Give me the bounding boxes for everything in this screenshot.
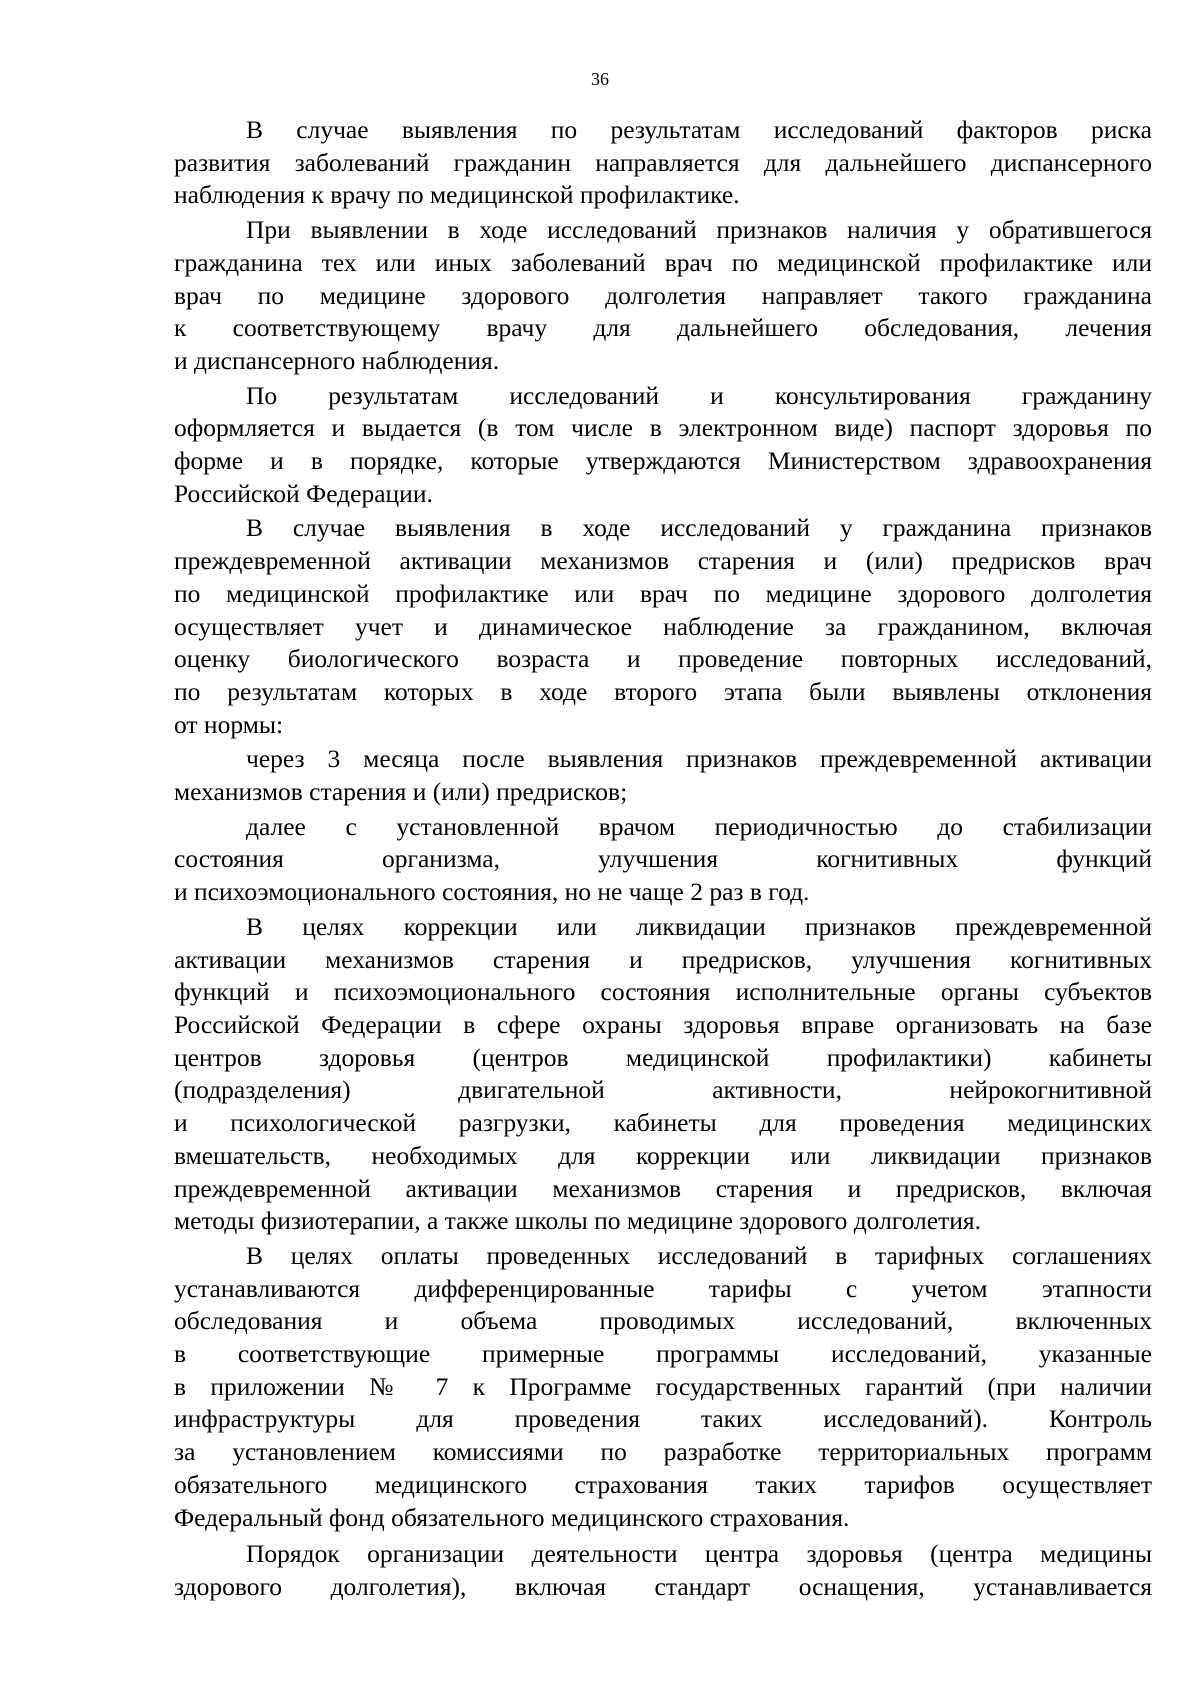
text-line: В целях оплаты проведенных исследований в тарифных соглашениях xyxy=(246,1240,1152,1270)
text-line: В целях коррекции или ликвидации признаков преждевременной xyxy=(246,911,1152,941)
text-line: Порядок организации деятельности центра здоровья (центра медицины xyxy=(246,1539,1152,1569)
text-line: механизмов старения и (или) предрисков; xyxy=(174,777,628,807)
text-line: функций и психоэмоционального состояния исполнительные органы субъектов xyxy=(174,977,1152,1007)
text-line: далее с установленной врачом периодичностью до стабилизации xyxy=(246,811,1152,841)
page-number: 36 xyxy=(591,69,609,89)
text-line: При выявлении в ходе исследований признаков наличия у обратившегося xyxy=(246,215,1152,245)
text-line: вмешательств, необходимых для коррекции или ликвидации признаков xyxy=(174,1140,1152,1170)
text-line: обследования и объема проводимых исследований, включенных xyxy=(174,1306,1152,1336)
text-line: за установлением комиссиями по разработке территориальных программ xyxy=(174,1437,1152,1467)
text-line: форме и в порядке, которые утверждаются Министерством здравоохранения xyxy=(174,446,1152,476)
paragraph xyxy=(174,811,1152,909)
paragraph xyxy=(174,1538,1152,1603)
text-line: По результатам исследований и консультирования гражданину xyxy=(246,380,1152,410)
text-line: центров здоровья (центров медицинской профилактики) кабинеты xyxy=(174,1042,1152,1072)
text-line: инфраструктуры для проведения таких исследований). Контроль xyxy=(174,1404,1152,1434)
text-line: Российской Федерации в сфере охраны здоровья вправе организовать на базе xyxy=(174,1009,1152,1039)
text-line: (подразделения) двигательной активности, нейрокогнитивной xyxy=(174,1075,1152,1105)
text-line: преждевременной активации механизмов старения и (или) предрисков врач xyxy=(174,546,1152,576)
text-line: по медицинской профилактике или врач по медицине здорового долголетия xyxy=(174,578,1152,608)
document-body xyxy=(174,114,1152,1604)
paragraph xyxy=(174,1240,1152,1534)
text-line: оформляется и выдается (в том числе в электронном виде) паспорт здоровья по xyxy=(174,413,1152,443)
text-line: от нормы: xyxy=(174,709,284,739)
text-line: и диспансерного наблюдения. xyxy=(174,345,500,375)
text-line: наблюдения к врачу по медицинской профилактике. xyxy=(174,180,740,210)
text-line: и психологической разгрузки, кабинеты для проведения медицинских xyxy=(174,1108,1152,1138)
text-line: к соответствующему врачу для дальнейшего обследования, лечения xyxy=(174,313,1152,343)
text-line: в приложении № 7 к Программе государственных гарантий (при наличии xyxy=(174,1371,1152,1401)
text-line: устанавливаются дифференцированные тарифы с учетом этапности xyxy=(174,1273,1152,1303)
text-line: развития заболеваний гражданин направляется для дальнейшего диспансерного xyxy=(174,147,1152,177)
paragraph xyxy=(174,911,1152,1238)
text-line: по результатам которых в ходе второго этапа были выявлены отклонения xyxy=(174,676,1152,706)
text-line: В случае выявления по результатам исследований факторов риска xyxy=(246,115,1152,144)
paragraph xyxy=(174,214,1152,378)
paragraph xyxy=(174,512,1152,741)
text-line: активации механизмов старения и предрисков, улучшения когнитивных xyxy=(174,944,1152,974)
text-line: через 3 месяца после выявления признаков преждевременной активации xyxy=(246,744,1152,774)
text-line: и психоэмоционального состояния, но не чаще 2 раз в год. xyxy=(174,877,810,907)
text-line: в соответствующие примерные программы исследований, указанные xyxy=(174,1339,1152,1369)
paragraph xyxy=(174,380,1152,511)
text-line: оценку биологического возраста и проведение повторных исследований, xyxy=(174,644,1152,674)
text-line: осуществляет учет и динамическое наблюдение за гражданином, включая xyxy=(174,611,1152,641)
text-line: преждевременной активации механизмов старения и предрисков, включая xyxy=(174,1173,1152,1203)
text-line: здорового долголетия), включая стандарт оснащения, устанавливается xyxy=(174,1571,1152,1601)
text-line: обязательного медицинского страхования таких тарифов осуществляет xyxy=(174,1469,1152,1499)
paragraph xyxy=(174,114,1152,212)
text-line: Российской Федерации. xyxy=(174,478,433,508)
paragraph xyxy=(174,743,1152,808)
text-line: состояния организма, улучшения когнитивных функций xyxy=(174,844,1152,874)
text-line: гражданина тех или иных заболеваний врач по медицинской профилактике или xyxy=(174,247,1152,277)
text-line: методы физиотерапии, а также школы по медицине здорового долголетия. xyxy=(174,1206,981,1236)
text-line: В случае выявления в ходе исследований у гражданина признаков xyxy=(246,513,1152,543)
text-line: врач по медицине здорового долголетия направляет такого гражданина xyxy=(174,280,1152,310)
text-line: Федеральный фонд обязательного медицинского страхования. xyxy=(174,1502,850,1532)
